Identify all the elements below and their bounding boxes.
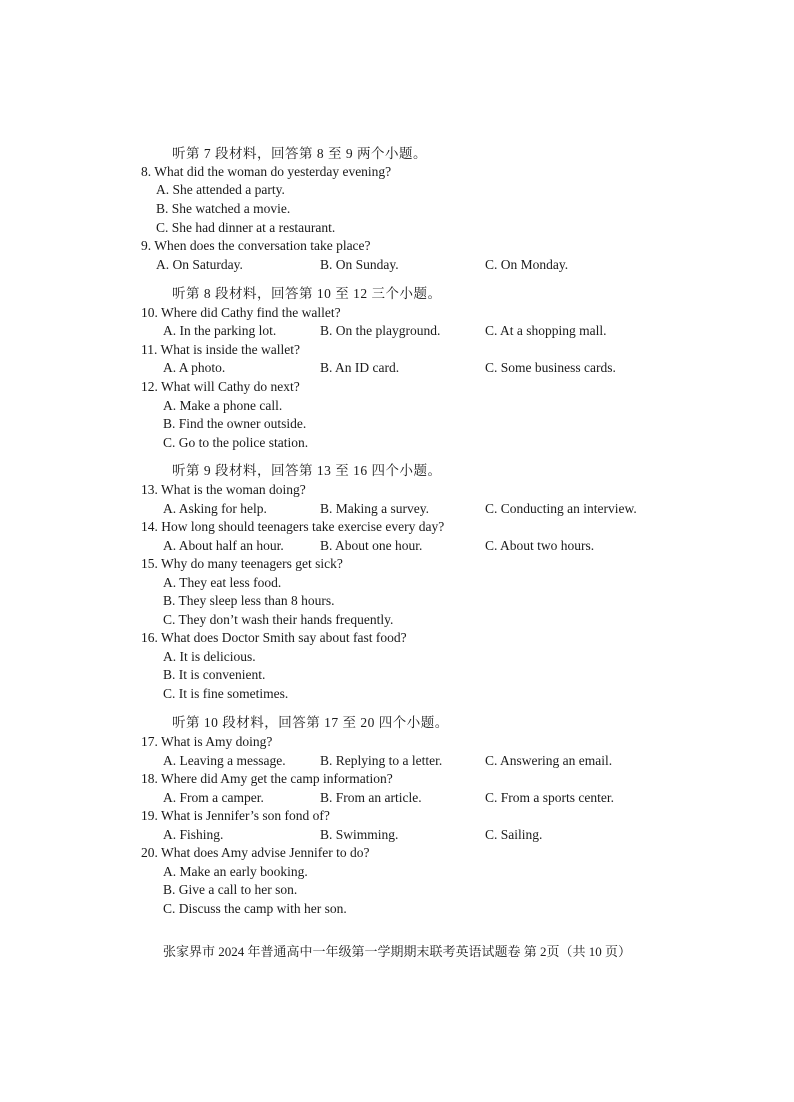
question-13-option-b: B. Making a survey. bbox=[320, 501, 429, 516]
question-11-option-a: A. A photo. bbox=[163, 360, 226, 375]
question-16-stem: 16. What does Doctor Smith say about fast food? bbox=[141, 630, 407, 645]
question-20-option-b: B. Give a call to her son. bbox=[163, 882, 298, 897]
question-9-stem: 9. When does the conversation take place? bbox=[141, 238, 371, 253]
question-17-option-b: B. Replying to a letter. bbox=[320, 753, 443, 768]
section-heading-10: 听第 10 段材料，回答第 17 至 20 四个小题。 bbox=[172, 715, 449, 730]
question-11-option-c: C. Some business cards. bbox=[485, 360, 616, 375]
question-14-option-c: C. About two hours. bbox=[485, 538, 595, 553]
question-11-stem: 11. What is inside the wallet? bbox=[141, 342, 300, 357]
question-14-stem: 14. How long should teenagers take exercise every day? bbox=[141, 519, 445, 534]
question-17-stem: 17. What is Amy doing? bbox=[141, 734, 273, 749]
question-14-option-a: A. About half an hour. bbox=[163, 538, 284, 553]
question-10-option-c: C. At a shopping mall. bbox=[485, 323, 607, 338]
question-8-stem: 8. What did the woman do yesterday evening? bbox=[141, 164, 392, 179]
question-9-option-a: A. On Saturday. bbox=[156, 257, 243, 272]
question-12-option-c: C. Go to the police station. bbox=[163, 435, 309, 450]
question-14-option-b: B. About one hour. bbox=[320, 538, 423, 553]
question-19-option-a: A. Fishing. bbox=[163, 827, 224, 842]
question-16-option-c: C. It is fine sometimes. bbox=[163, 686, 289, 701]
question-20-stem: 20. What does Amy advise Jennifer to do? bbox=[141, 845, 370, 860]
section-heading-7: 听第 7 段材料，回答第 8 至 9 两个小题。 bbox=[172, 146, 427, 161]
question-20-option-a: A. Make an early booking. bbox=[163, 864, 308, 879]
question-19-stem: 19. What is Jennifer’s son fond of? bbox=[141, 808, 330, 823]
question-13-option-a: A. Asking for help. bbox=[163, 501, 267, 516]
question-16-option-a: A. It is delicious. bbox=[163, 649, 256, 664]
question-18-option-b: B. From an article. bbox=[320, 790, 422, 805]
question-19-option-b: B. Swimming. bbox=[320, 827, 399, 842]
question-11-option-b: B. An ID card. bbox=[320, 360, 400, 375]
question-12-stem: 12. What will Cathy do next? bbox=[141, 379, 300, 394]
question-18-stem: 18. Where did Amy get the camp information? bbox=[141, 771, 393, 786]
question-18-option-a: A. From a camper. bbox=[163, 790, 264, 805]
question-12-option-a: A. Make a phone call. bbox=[163, 398, 283, 413]
question-8-option-b: B. She watched a movie. bbox=[156, 201, 291, 216]
question-8-option-c: C. She had dinner at a restaurant. bbox=[156, 220, 336, 235]
section-heading-8: 听第 8 段材料，回答第 10 至 12 三个小题。 bbox=[172, 286, 442, 301]
question-15-option-c: C. They don’t wash their hands frequently. bbox=[163, 612, 394, 627]
question-12-option-b: B. Find the owner outside. bbox=[163, 416, 307, 431]
question-15-stem: 15. Why do many teenagers get sick? bbox=[141, 556, 343, 571]
question-13-stem: 13. What is the woman doing? bbox=[141, 482, 306, 497]
question-15-option-b: B. They sleep less than 8 hours. bbox=[163, 593, 335, 608]
section-heading-9: 听第 9 段材料，回答第 13 至 16 四个小题。 bbox=[172, 463, 442, 478]
question-16-option-b: B. It is convenient. bbox=[163, 667, 266, 682]
page-footer: 张家界市 2024 年普通高中一年级第一学期期末联考英语试题卷 第 2页（共 10 页） bbox=[162, 944, 631, 959]
question-20-option-c: C. Discuss the camp with her son. bbox=[163, 901, 347, 916]
question-19-option-c: C. Sailing. bbox=[485, 827, 543, 842]
question-8-option-a: A. She attended a party. bbox=[156, 182, 285, 197]
question-17-option-c: C. Answering an email. bbox=[485, 753, 613, 768]
question-9-option-b: B. On Sunday. bbox=[320, 257, 399, 272]
question-10-stem: 10. Where did Cathy find the wallet? bbox=[141, 305, 341, 320]
question-18-option-c: C. From a sports center. bbox=[485, 790, 614, 805]
question-17-option-a: A. Leaving a message. bbox=[163, 753, 286, 768]
question-10-option-b: B. On the playground. bbox=[320, 323, 441, 338]
question-9-option-c: C. On Monday. bbox=[485, 257, 569, 272]
question-10-option-a: A. In the parking lot. bbox=[163, 323, 277, 338]
question-13-option-c: C. Conducting an interview. bbox=[485, 501, 637, 516]
question-15-option-a: A. They eat less food. bbox=[163, 575, 282, 590]
